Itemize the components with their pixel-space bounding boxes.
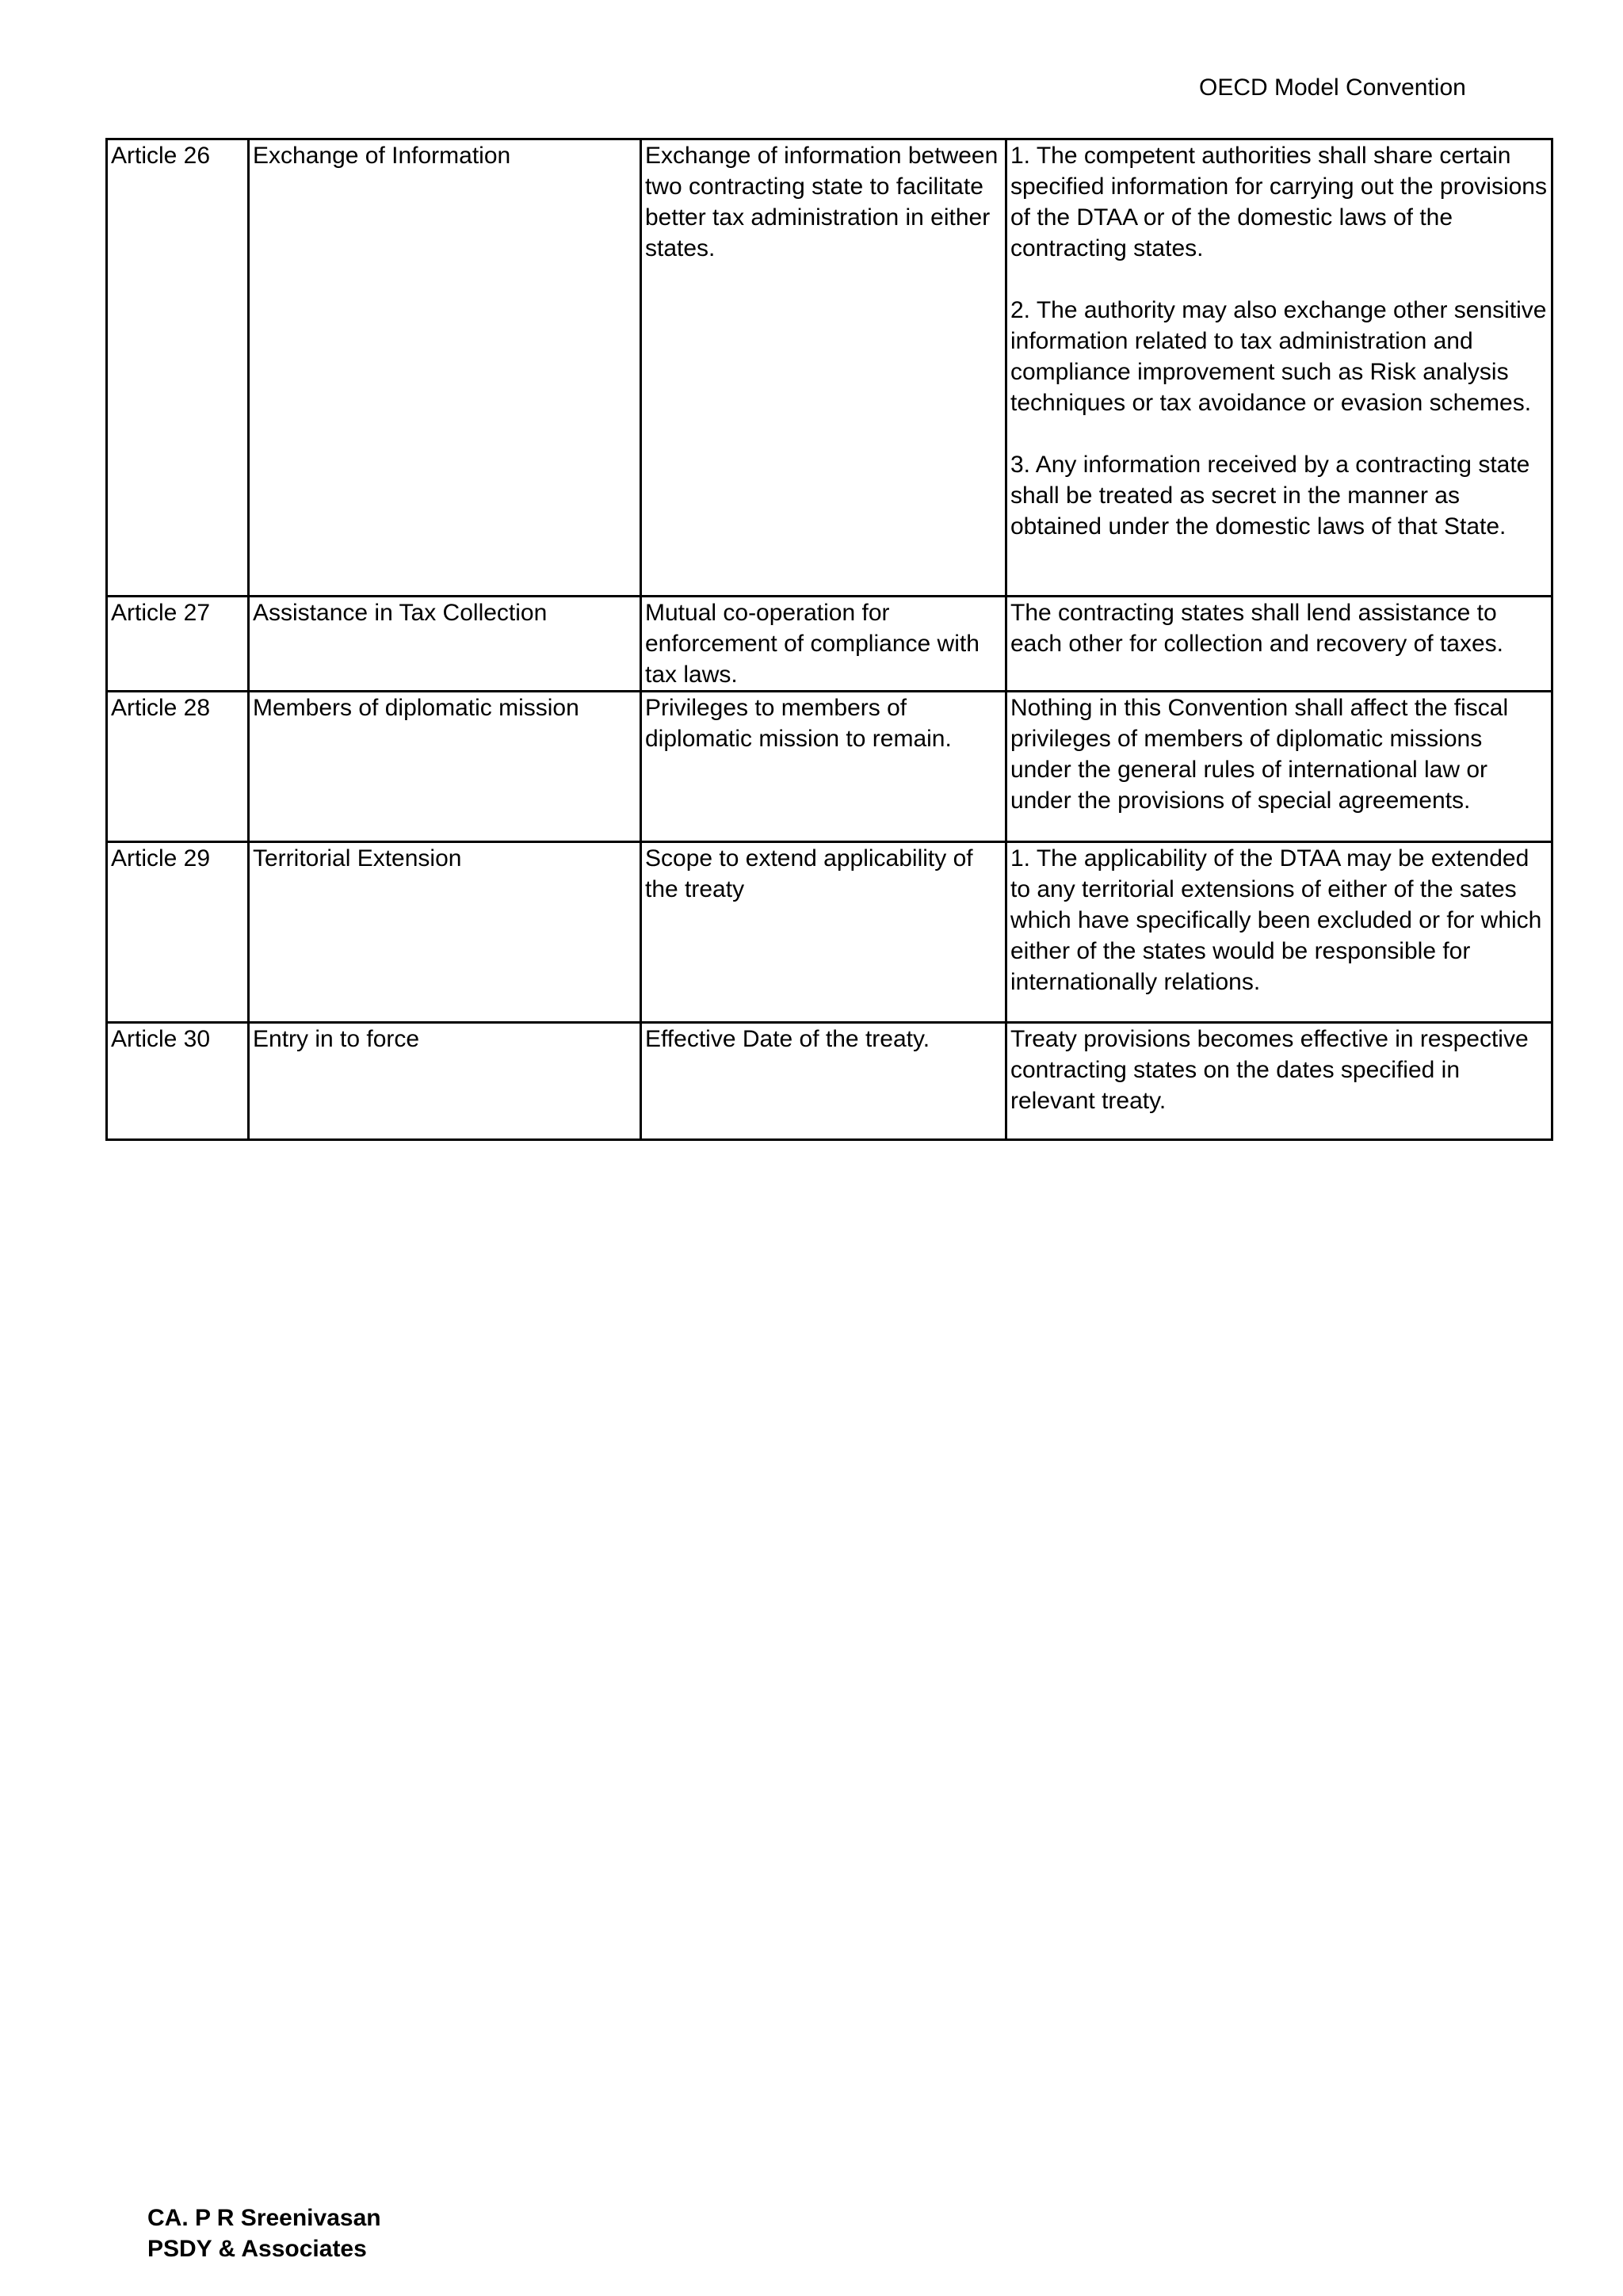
table-row bbox=[107, 1023, 1552, 1140]
article-number-cell: Article 28 bbox=[107, 692, 249, 842]
article-details-cell bbox=[1006, 692, 1552, 842]
article-purpose-cell: Privileges to members of diplomatic mission to remain. bbox=[641, 692, 1006, 842]
table-row bbox=[107, 139, 1552, 597]
article-details-cell bbox=[1006, 842, 1552, 1023]
details-paragraph: 3. Any information received by a contracting state shall be treated as secret in the manner as obtained under the domestic laws of that State. bbox=[1010, 452, 1530, 540]
article-title-cell: Members of diplomatic mission bbox=[249, 692, 641, 842]
table-row bbox=[107, 597, 1552, 692]
articles-table bbox=[105, 138, 1553, 1141]
article-purpose-cell: Exchange of information between two contracting state to facilitate better tax administration in either states. bbox=[641, 139, 1006, 597]
details-paragraph: 1. The competent authorities shall share certain specified information for carrying out the provisions of the DTAA or of the domestic laws of the contracting states. bbox=[1010, 143, 1547, 261]
article-number-cell: Article 29 bbox=[107, 842, 249, 1023]
article-title-cell: Exchange of Information bbox=[249, 139, 641, 597]
article-title-cell: Territorial Extension bbox=[249, 842, 641, 1023]
details-paragraph: 1. The applicability of the DTAA may be extended to any territorial extensions of either of the sates which have specifically been excluded or for which either of the states would be responsible for internationally relations. bbox=[1010, 845, 1542, 995]
article-details-cell bbox=[1006, 597, 1552, 692]
footer-author: CA. P R Sreenivasan bbox=[147, 2205, 381, 2231]
article-number-cell: Article 26 bbox=[107, 139, 249, 597]
article-purpose-cell: Effective Date of the treaty. bbox=[641, 1023, 1006, 1140]
footer-firm: PSDY & Associates bbox=[147, 2236, 367, 2262]
table-row bbox=[107, 842, 1552, 1023]
page-footer bbox=[147, 2203, 381, 2264]
article-number-cell: Article 30 bbox=[107, 1023, 249, 1140]
article-title-cell: Assistance in Tax Collection bbox=[249, 597, 641, 692]
article-purpose-cell: Mutual co-operation for enforcement of compliance with tax laws. bbox=[641, 597, 1006, 692]
details-paragraph: Nothing in this Convention shall affect the fiscal privileges of members of diplomatic missions under the general rules of international law or under the provisions of special agreements. bbox=[1010, 695, 1509, 814]
page-header-title: OECD Model Convention bbox=[1199, 74, 1466, 101]
article-number-cell: Article 27 bbox=[107, 597, 249, 692]
details-paragraph: Treaty provisions becomes effective in respective contracting states on the dates specified in relevant treaty. bbox=[1010, 1026, 1529, 1114]
table-row bbox=[107, 692, 1552, 842]
details-paragraph: 2. The authority may also exchange other sensitive information related to tax administration and compliance improvement such as Risk analysis techniques or tax avoidance or evasion schemes. bbox=[1010, 297, 1547, 416]
article-title-cell: Entry in to force bbox=[249, 1023, 641, 1140]
article-purpose-cell: Scope to extend applicability of the treaty bbox=[641, 842, 1006, 1023]
article-details-cell bbox=[1006, 139, 1552, 597]
article-details-cell bbox=[1006, 1023, 1552, 1140]
details-paragraph: The contracting states shall lend assistance to each other for collection and recovery of taxes. bbox=[1010, 600, 1504, 657]
